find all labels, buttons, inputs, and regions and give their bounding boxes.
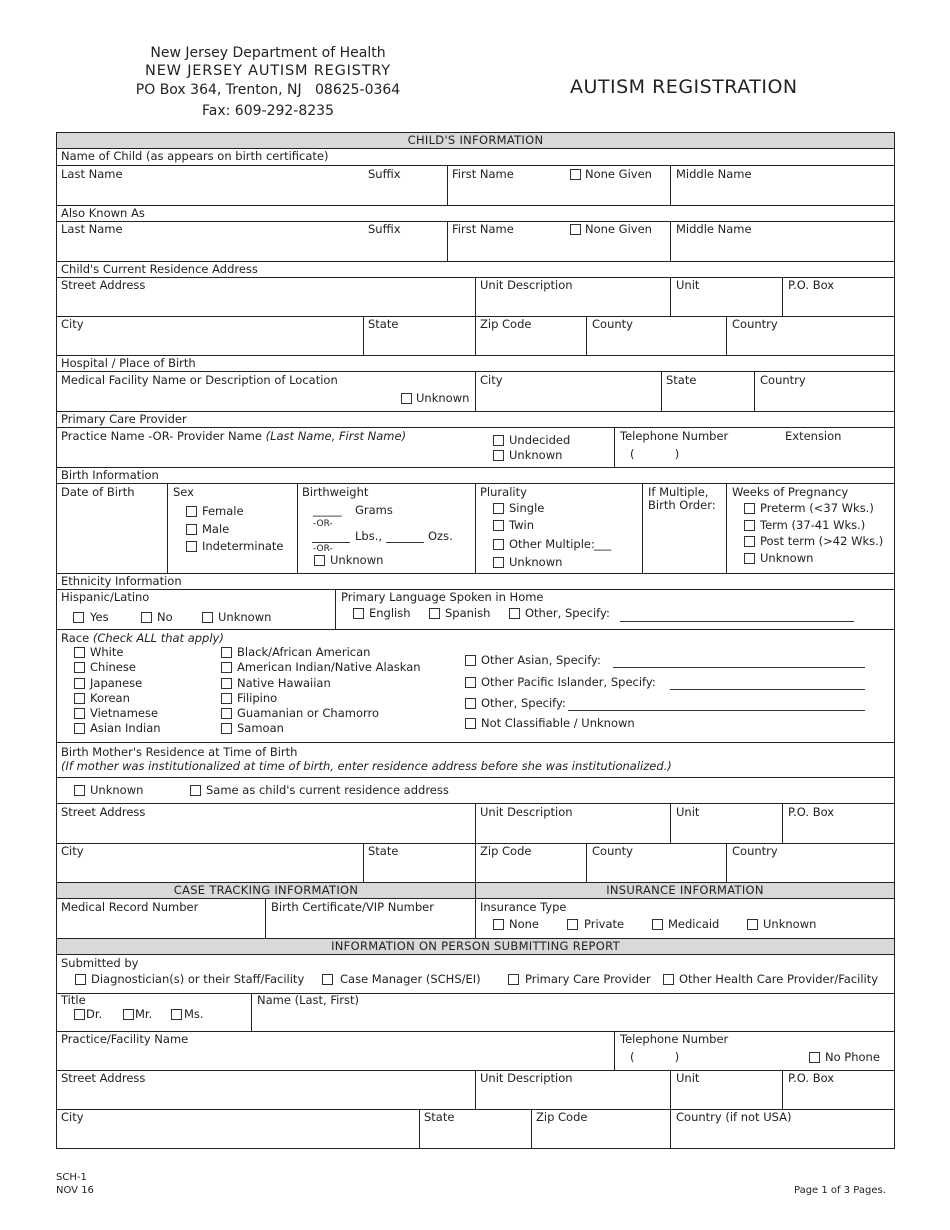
- race-other-asian-blank[interactable]: [613, 667, 865, 668]
- telephone-label: Telephone Number: [620, 429, 729, 443]
- or-label-1: -OR-: [313, 519, 333, 529]
- hispanic-label: Hispanic/Latino: [61, 590, 150, 604]
- sex-indeterminate-checkbox[interactable]: [186, 541, 197, 552]
- hospital-unknown-checkbox[interactable]: [401, 393, 412, 404]
- last-name-label: Last Name: [61, 167, 123, 181]
- header-block: [120, 44, 416, 122]
- race-chinese-label: Chinese: [90, 660, 136, 674]
- practice-facility-label: Practice/Facility Name: [61, 1032, 189, 1046]
- page-title: AUTISM REGISTRATION: [570, 76, 798, 98]
- mother-same-checkbox[interactable]: [190, 785, 201, 796]
- ozs-label: Ozs.: [428, 529, 453, 543]
- submitter-other-checkbox[interactable]: [663, 974, 674, 985]
- no-phone-checkbox[interactable]: [809, 1052, 820, 1063]
- weeks-postterm-label: Post term (>42 Wks.): [760, 534, 884, 548]
- title-mr-label: Mr.: [135, 1007, 153, 1021]
- language-other-blank[interactable]: [620, 621, 854, 622]
- plurality-single-checkbox[interactable]: [493, 503, 504, 514]
- language-label: Primary Language Spoken in Home: [341, 590, 544, 604]
- suffix-label: Suffix: [368, 167, 401, 181]
- race-other-checkbox[interactable]: [465, 698, 476, 709]
- weight-unknown-label: Unknown: [330, 553, 384, 567]
- race-guamanian-checkbox[interactable]: [221, 708, 232, 719]
- ethnicity-heading: Ethnicity Information: [61, 574, 182, 588]
- race-american-indian-checkbox[interactable]: [221, 662, 232, 673]
- plurality-twin-checkbox[interactable]: [493, 520, 504, 531]
- race-korean-checkbox[interactable]: [74, 693, 85, 704]
- submitter-zip-label: Zip Code: [536, 1110, 588, 1124]
- mother-state-label: State: [368, 844, 399, 858]
- state-label: State: [368, 317, 399, 331]
- grams-label: Grams: [355, 503, 393, 517]
- race-black-checkbox[interactable]: [221, 647, 232, 658]
- lbs-label: Lbs.,: [355, 529, 383, 543]
- title-dr-checkbox[interactable]: [74, 1009, 85, 1020]
- aka-suffix-label: Suffix: [368, 222, 401, 236]
- submitter-diagnostician-checkbox[interactable]: [75, 974, 86, 985]
- unit-desc-label: Unit Description: [480, 278, 573, 292]
- insurance-private-checkbox[interactable]: [567, 919, 578, 930]
- none-given-label: None Given: [585, 167, 652, 181]
- race-vietnamese-checkbox[interactable]: [74, 708, 85, 719]
- race-white-checkbox[interactable]: [74, 647, 85, 658]
- none-given-checkbox[interactable]: [570, 169, 581, 180]
- zip-label: Zip Code: [480, 317, 532, 331]
- hispanic-no-checkbox[interactable]: [141, 612, 152, 623]
- weeks-preterm-label: Preterm (<37 Wks.): [760, 501, 874, 515]
- plurality-single-label: Single: [509, 501, 545, 515]
- race-white-label: White: [90, 645, 124, 659]
- bc-label: Birth Certificate/VIP Number: [271, 900, 434, 914]
- sex-label: Sex: [173, 485, 194, 499]
- mother-note: (If mother was institutionalized at time of birth, enter residence address before she was institutionalized.): [61, 759, 672, 773]
- submitter-unit-desc-label: Unit Description: [480, 1071, 573, 1085]
- birth-heading: Birth Information: [61, 468, 159, 482]
- submitter-state-label: State: [424, 1110, 455, 1124]
- submitted-by-label: Submitted by: [61, 956, 139, 970]
- section-header-insurance: INSURANCE INFORMATION: [475, 882, 895, 899]
- race-other-blank[interactable]: [568, 710, 865, 711]
- mother-street-label: Street Address: [61, 805, 146, 819]
- race-label: Race (Check ALL that apply): [61, 631, 224, 645]
- title-dr-label: Dr.: [86, 1007, 103, 1021]
- footer-form-id: SCH-1: [56, 1172, 87, 1183]
- title-label: Title: [61, 993, 86, 1007]
- insurance-medicaid-checkbox[interactable]: [652, 919, 663, 930]
- extension-label: Extension: [785, 429, 842, 443]
- weeks-unknown-checkbox[interactable]: [744, 553, 755, 564]
- insurance-unknown-checkbox[interactable]: [747, 919, 758, 930]
- submitter-po-box-label: P.O. Box: [788, 1071, 835, 1085]
- street-label: Street Address: [61, 278, 146, 292]
- submitter-telephone-label: Telephone Number: [620, 1032, 729, 1046]
- dept-name: New Jersey Department of Health: [150, 45, 386, 61]
- submitter-phone-parens: ( ): [630, 1050, 680, 1064]
- submitter-country-label: Country (if not USA): [676, 1110, 792, 1124]
- race-other-asian-label: Other Asian, Specify:: [481, 653, 601, 667]
- submitter-case-manager-label: Case Manager (SCHS/EI): [340, 972, 481, 986]
- submitter-diagnostician-label: Diagnostician(s) or their Staff/Facility: [91, 972, 305, 986]
- submitter-city-label: City: [61, 1110, 84, 1124]
- submitter-case-manager-checkbox[interactable]: [322, 974, 333, 985]
- middle-name-label: Middle Name: [676, 167, 752, 181]
- country-label: Country: [732, 317, 778, 331]
- race-filipino-label: Filipino: [237, 691, 278, 705]
- race-samoan-label: Samoan: [237, 721, 284, 735]
- hispanic-no-label: No: [157, 610, 173, 624]
- weeks-preterm-checkbox[interactable]: [744, 503, 755, 514]
- dob-label: Date of Birth: [61, 485, 135, 499]
- race-japanese-label: Japanese: [90, 676, 143, 690]
- insurance-none-checkbox[interactable]: [493, 919, 504, 930]
- weeks-term-label: Term (37-41 Wks.): [760, 518, 866, 532]
- birthweight-label: Birthweight: [302, 485, 369, 499]
- insurance-none-label: None: [509, 917, 540, 931]
- footer-date: NOV 16: [56, 1185, 94, 1196]
- race-samoan-checkbox[interactable]: [221, 723, 232, 734]
- insurance-private-label: Private: [584, 917, 625, 931]
- title-ms-label: Ms.: [184, 1007, 204, 1021]
- weeks-label: Weeks of Pregnancy: [732, 485, 849, 499]
- hospital-state-label: State: [666, 373, 697, 387]
- race-american-indian-label: American Indian/Native Alaskan: [237, 660, 421, 674]
- pcp-undecided-checkbox[interactable]: [493, 435, 504, 446]
- hospital-heading: Hospital / Place of Birth: [61, 356, 196, 370]
- language-english-label: English: [369, 606, 411, 620]
- submitter-name-label: Name (Last, First): [257, 993, 360, 1007]
- unit-label: Unit: [676, 278, 700, 292]
- pcp-unknown-label: Unknown: [509, 448, 563, 462]
- mother-unit-label: Unit: [676, 805, 700, 819]
- or-label-2: -OR-: [313, 544, 333, 554]
- hispanic-unknown-checkbox[interactable]: [202, 612, 213, 623]
- race-korean-label: Korean: [90, 691, 130, 705]
- hospital-city-label: City: [480, 373, 503, 387]
- race-black-label: Black/African American: [237, 645, 371, 659]
- race-asian-indian-checkbox[interactable]: [74, 723, 85, 734]
- aka-last-name-label: Last Name: [61, 222, 123, 236]
- sex-female-label: Female: [202, 504, 244, 518]
- aka-middle-name-label: Middle Name: [676, 222, 752, 236]
- birth-order-label: Birth Order:: [648, 498, 716, 512]
- aka-first-name-label: First Name: [452, 222, 514, 236]
- pcp-phone-parens: ( ): [630, 447, 680, 461]
- registry-name: NEW JERSEY AUTISM REGISTRY: [145, 63, 391, 79]
- mother-unit-desc-label: Unit Description: [480, 805, 573, 819]
- mother-country-label: Country: [732, 844, 778, 858]
- weeks-term-checkbox[interactable]: [744, 520, 755, 531]
- race-native-hawaiian-checkbox[interactable]: [221, 678, 232, 689]
- plurality-unknown-checkbox[interactable]: [493, 557, 504, 568]
- weight-unknown-checkbox[interactable]: [314, 555, 325, 566]
- pcp-undecided-label: Undecided: [509, 433, 571, 447]
- race-guamanian-label: Guamanian or Chamorro: [237, 706, 380, 720]
- section-header-submitter: INFORMATION ON PERSON SUBMITTING REPORT: [56, 938, 895, 955]
- mother-unknown-checkbox[interactable]: [74, 785, 85, 796]
- plurality-label: Plurality: [480, 485, 527, 499]
- weeks-postterm-checkbox[interactable]: [744, 536, 755, 547]
- submitter-other-label: Other Health Care Provider/Facility: [679, 972, 879, 986]
- hispanic-yes-checkbox[interactable]: [73, 612, 84, 623]
- race-not-classifiable-checkbox[interactable]: [465, 718, 476, 729]
- submitter-unit-label: Unit: [676, 1071, 700, 1085]
- mother-county-label: County: [592, 844, 633, 858]
- plurality-other-checkbox[interactable]: [493, 539, 504, 550]
- mrn-label: Medical Record Number: [61, 900, 199, 914]
- section-header-tracking: CASE TRACKING INFORMATION: [56, 882, 476, 899]
- hospital-country-label: Country: [760, 373, 806, 387]
- race-other-label: Other, Specify:: [481, 696, 566, 710]
- race-chinese-checkbox[interactable]: [74, 662, 85, 673]
- plurality-twin-label: Twin: [509, 518, 535, 532]
- multiple-blank[interactable]: ___: [594, 537, 612, 551]
- hospital-unknown-label: Unknown: [416, 391, 470, 405]
- aka-heading: Also Known As: [61, 206, 145, 220]
- po-box-label: P.O. Box: [788, 278, 835, 292]
- mother-city-label: City: [61, 844, 84, 858]
- ozs-blank[interactable]: [386, 542, 424, 543]
- registry-address: PO Box 364, Trenton, NJ 08625-0364: [135, 82, 401, 98]
- language-spanish-label: Spanish: [445, 606, 491, 620]
- title-mr-checkbox[interactable]: [123, 1009, 134, 1020]
- race-vietnamese-label: Vietnamese: [90, 706, 159, 720]
- mother-heading: Birth Mother's Residence at Time of Birth: [61, 745, 298, 759]
- no-phone-label: No Phone: [825, 1050, 880, 1064]
- residence-heading: Child's Current Residence Address: [61, 262, 258, 276]
- section-header-child: CHILD'S INFORMATION: [56, 132, 895, 149]
- race-other-pacific-blank[interactable]: [670, 689, 865, 690]
- sex-male-checkbox[interactable]: [186, 524, 197, 535]
- race-japanese-checkbox[interactable]: [74, 678, 85, 689]
- pcp-unknown-checkbox[interactable]: [493, 450, 504, 461]
- pcp-heading: Primary Care Provider: [61, 412, 187, 426]
- submitter-street-label: Street Address: [61, 1071, 146, 1085]
- name-of-child-heading: Name of Child (as appears on birth certificate): [61, 149, 329, 163]
- language-english-checkbox[interactable]: [353, 608, 364, 619]
- facility-label: Medical Facility Name or Description of Location: [61, 373, 338, 387]
- race-filipino-checkbox[interactable]: [221, 693, 232, 704]
- language-other-label: Other, Specify:: [525, 606, 610, 620]
- language-other-checkbox[interactable]: [509, 608, 520, 619]
- insurance-unknown-label: Unknown: [763, 917, 817, 931]
- aka-none-given-label: None Given: [585, 222, 652, 236]
- insurance-type-label: Insurance Type: [480, 900, 567, 914]
- race-native-hawaiian-label: Native Hawaiian: [237, 676, 331, 690]
- grams-blank[interactable]: _____: [313, 503, 342, 517]
- mother-same-label: Same as child's current residence address: [206, 783, 449, 797]
- submitter-pcp-label: Primary Care Provider: [525, 972, 651, 986]
- race-asian-indian-label: Asian Indian: [90, 721, 161, 735]
- title-ms-checkbox[interactable]: [171, 1009, 182, 1020]
- race-not-classifiable-label: Not Classifiable / Unknown: [481, 716, 635, 730]
- sex-male-label: Male: [202, 522, 230, 536]
- race-other-pacific-label: Other Pacific Islander, Specify:: [481, 675, 656, 689]
- mother-po-box-label: P.O. Box: [788, 805, 835, 819]
- aka-none-given-checkbox[interactable]: [570, 224, 581, 235]
- language-spanish-checkbox[interactable]: [429, 608, 440, 619]
- race-other-asian-checkbox[interactable]: [465, 655, 476, 666]
- plurality-other-label: Other Multiple:: [509, 537, 595, 551]
- mother-zip-label: Zip Code: [480, 844, 532, 858]
- practice-label: Practice Name -OR- Provider Name (Last Name, First Name): [61, 429, 407, 443]
- if-multiple-label: If Multiple,: [648, 485, 709, 499]
- submitter-pcp-checkbox[interactable]: [508, 974, 519, 985]
- registry-fax: Fax: 609-292-8235: [202, 103, 334, 119]
- city-label: City: [61, 317, 84, 331]
- race-other-pacific-checkbox[interactable]: [465, 677, 476, 688]
- weeks-unknown-label: Unknown: [760, 551, 814, 565]
- plurality-unknown-label: Unknown: [509, 555, 563, 569]
- mother-unknown-label: Unknown: [90, 783, 144, 797]
- sex-female-checkbox[interactable]: [186, 506, 197, 517]
- county-label: County: [592, 317, 633, 331]
- hispanic-unknown-label: Unknown: [218, 610, 272, 624]
- sex-indeterminate-label: Indeterminate: [202, 539, 284, 553]
- footer-page: Page 1 of 3 Pages.: [794, 1185, 886, 1196]
- hispanic-yes-label: Yes: [90, 610, 109, 624]
- first-name-label: First Name: [452, 167, 514, 181]
- insurance-medicaid-label: Medicaid: [668, 917, 720, 931]
